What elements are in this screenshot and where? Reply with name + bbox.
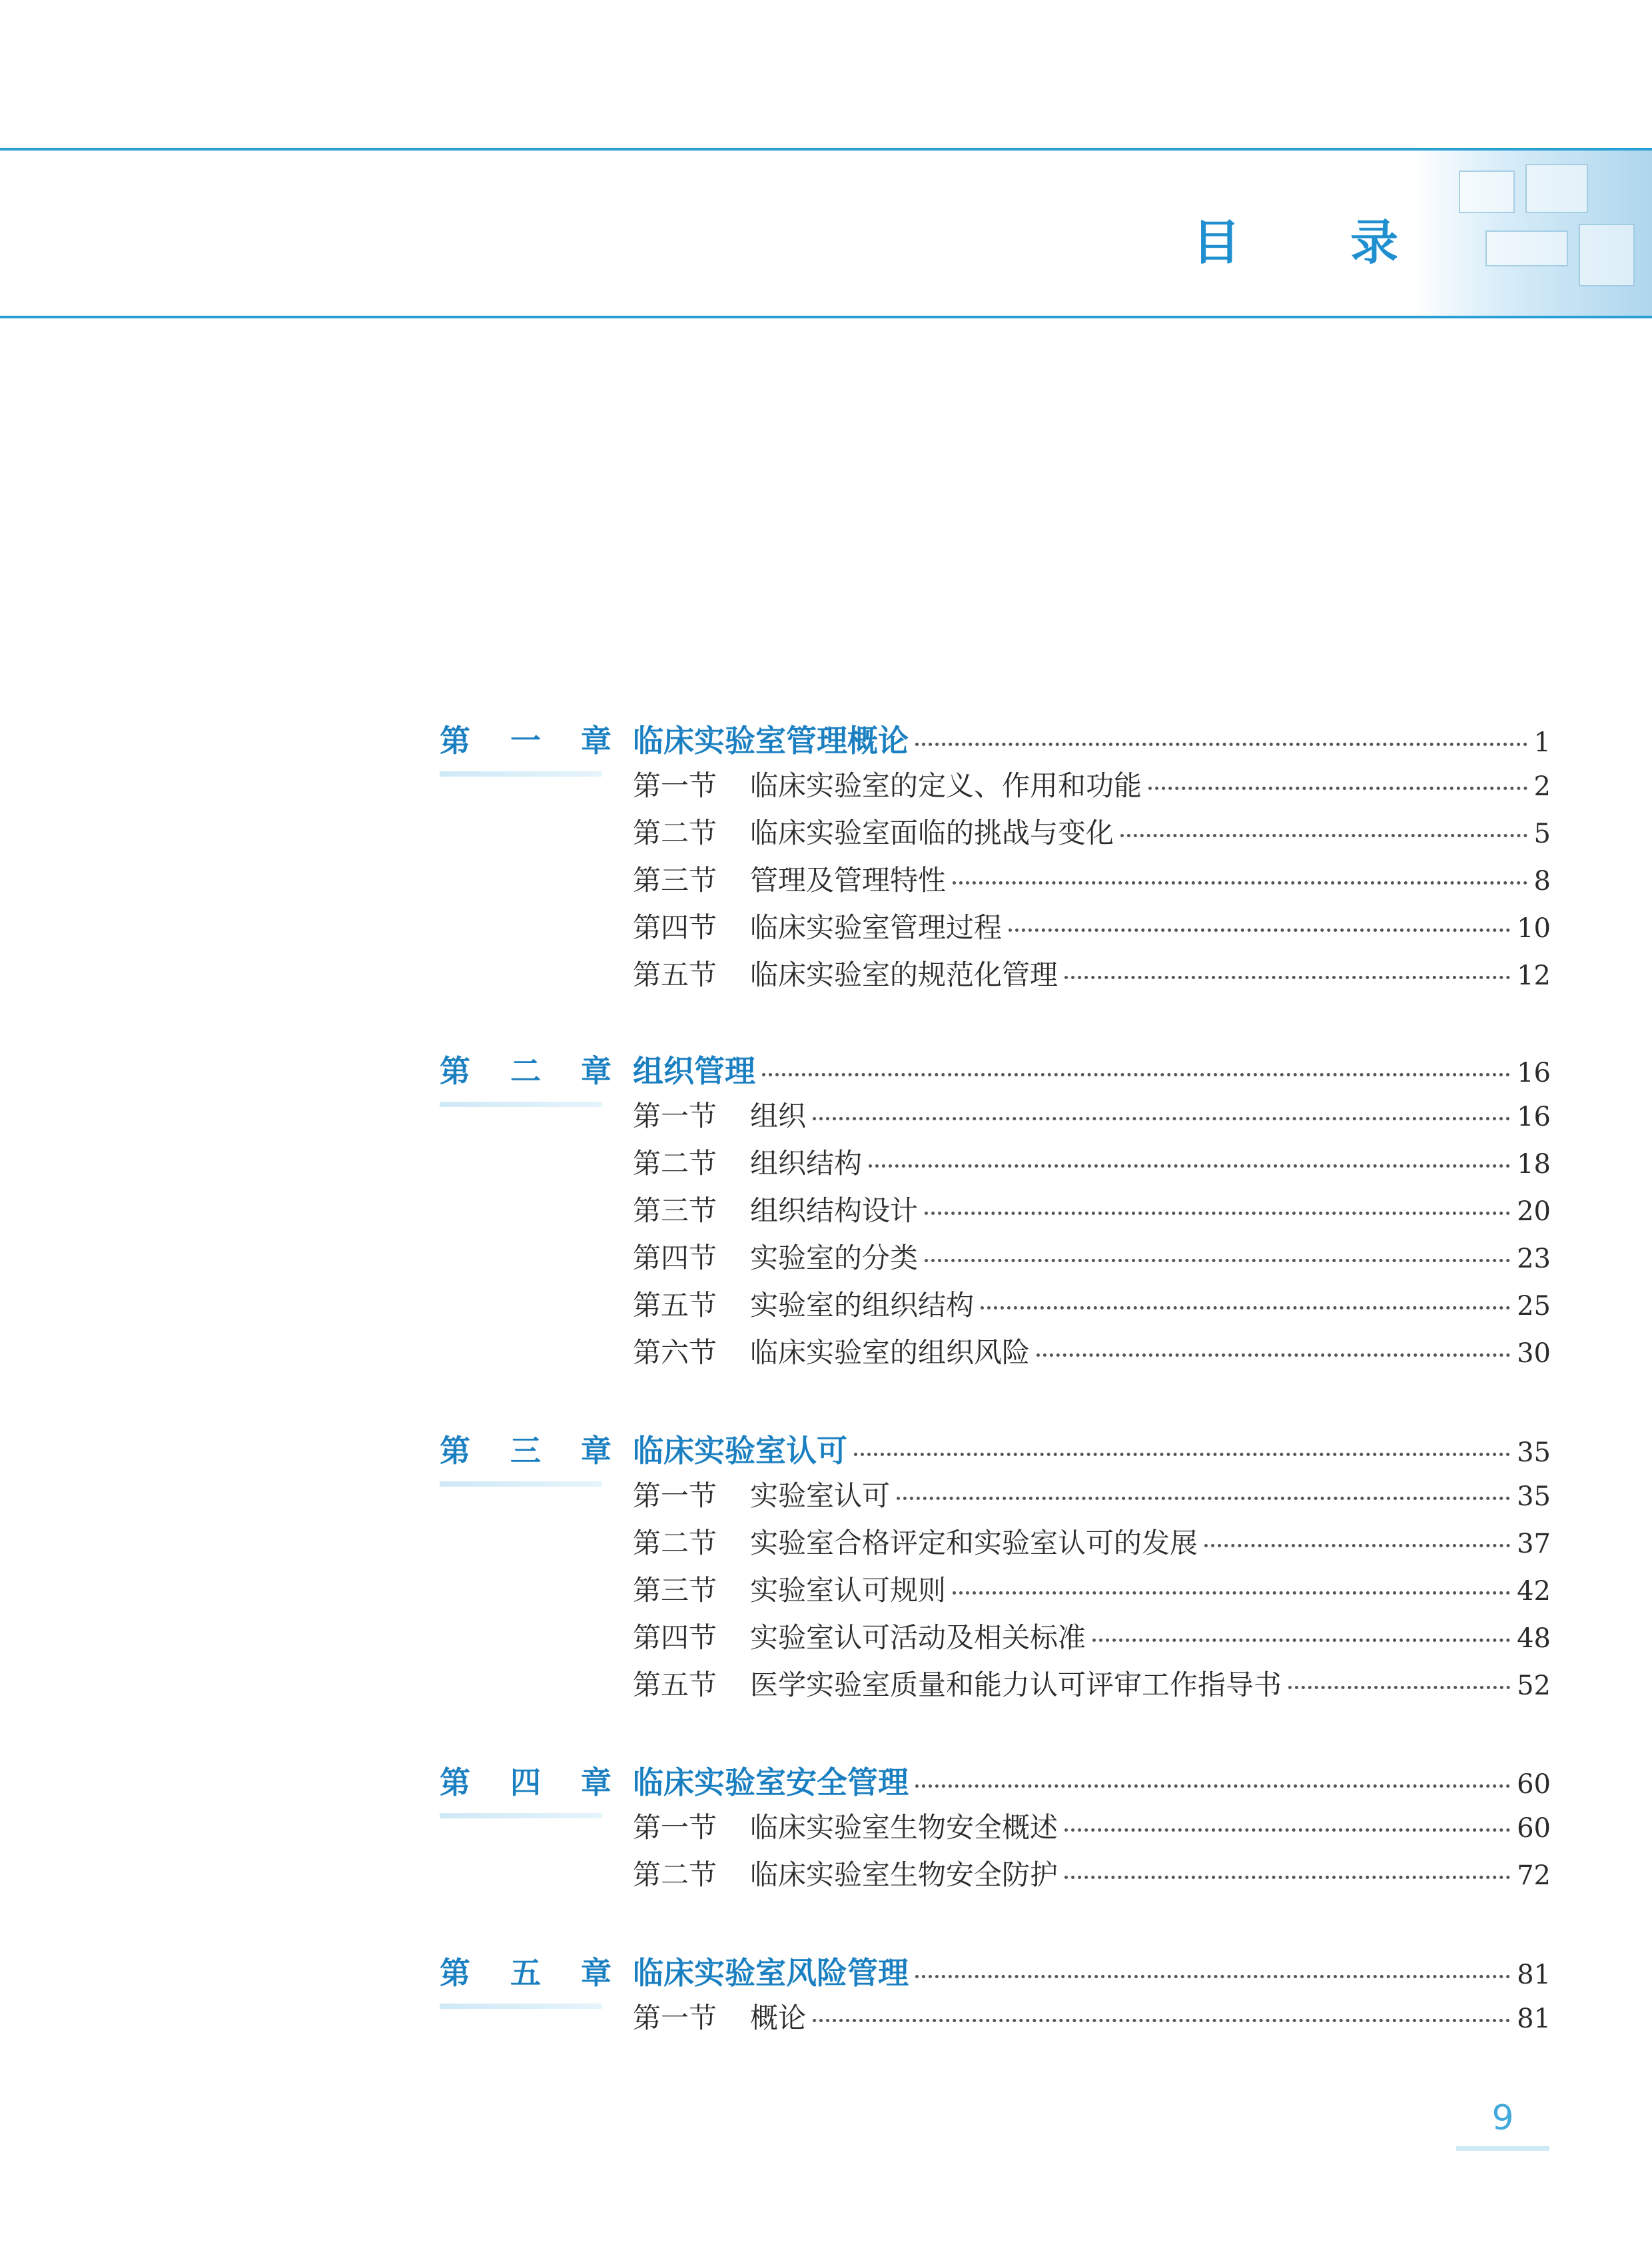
section-title: 组织结构 [750, 1147, 863, 1180]
chapter-title: 临床实验室安全管理 [633, 1764, 909, 1800]
header-band [0, 148, 1652, 318]
chapter-title: 临床实验室风险管理 [633, 1955, 909, 1991]
dot-leader [915, 1784, 1510, 1788]
section-entry[interactable] [633, 1521, 1551, 1561]
section-page: 48 [1517, 1623, 1551, 1654]
chapter-underline [440, 1813, 602, 1818]
dot-leader [813, 1117, 1510, 1120]
chapter-number-char: 章 [581, 1433, 612, 1469]
section-title: 临床实验室的规范化管理 [750, 958, 1058, 991]
chapter-number-char: 四 [510, 1764, 541, 1800]
section-title: 实验室的组织结构 [750, 1289, 975, 1321]
section-entry[interactable] [633, 1236, 1551, 1276]
dot-leader [1064, 1876, 1510, 1879]
section-entry[interactable] [633, 1331, 1551, 1371]
section-title: 临床实验室的定义、作用和功能 [750, 769, 1142, 802]
section-page: 35 [1517, 1481, 1551, 1512]
chapter-number [440, 1427, 612, 1471]
chapter-page: 60 [1517, 1769, 1551, 1800]
section-label: 第一节 [633, 1479, 717, 1512]
section-title: 医学实验室质量和能力认可评审工作指导书 [750, 1669, 1282, 1701]
section-label: 第三节 [633, 1574, 717, 1607]
chapter-number-char: 一 [510, 723, 541, 759]
dot-leader [1064, 1828, 1510, 1832]
dot-leader [762, 1073, 1510, 1076]
dot-leader [854, 1453, 1510, 1456]
section-page: 5 [1533, 819, 1551, 849]
chapter-entry[interactable] [633, 1047, 1551, 1091]
section-label: 第二节 [633, 1147, 717, 1180]
page-number-underline [1456, 2146, 1549, 2151]
section-label: 第一节 [633, 1811, 717, 1844]
chapter-title: 临床实验室认可 [633, 1433, 847, 1469]
chapter-number [440, 1758, 612, 1802]
section-entry[interactable] [633, 1663, 1551, 1703]
chapter-page: 1 [1533, 727, 1551, 758]
section-label: 第五节 [633, 1289, 717, 1321]
section-page: 52 [1517, 1671, 1551, 1701]
dot-leader [1288, 1686, 1510, 1689]
section-entry[interactable] [633, 1142, 1551, 1182]
section-page: 42 [1517, 1576, 1551, 1607]
chapter-number [440, 717, 612, 761]
section-title: 临床实验室生物安全防护 [750, 1858, 1058, 1891]
section-entry[interactable] [633, 1189, 1551, 1229]
section-title: 组织结构设计 [750, 1194, 919, 1227]
section-label: 第六节 [633, 1336, 717, 1369]
chapter-number-char: 第 [440, 1764, 470, 1800]
section-label: 第三节 [633, 864, 717, 897]
dot-leader [915, 743, 1527, 746]
chapter-number-char: 第 [440, 1955, 470, 1991]
chapter-title: 临床实验室管理概论 [633, 723, 909, 759]
section-title: 实验室认可 [750, 1479, 891, 1512]
section-title: 临床实验室管理过程 [750, 911, 1003, 944]
dot-leader [925, 1212, 1510, 1215]
section-entry[interactable] [633, 859, 1551, 899]
section-page: 81 [1517, 2004, 1551, 2034]
section-title: 临床实验室的组织风险 [750, 1336, 1031, 1369]
chapter-number-char: 第 [440, 1053, 470, 1089]
chapter-number-char: 章 [581, 1053, 612, 1089]
chapter-title: 组织管理 [633, 1053, 755, 1089]
dot-leader [813, 2019, 1510, 2022]
section-label: 第五节 [633, 1669, 717, 1701]
section-page: 18 [1517, 1149, 1551, 1180]
dot-leader [981, 1306, 1510, 1309]
section-entry[interactable] [633, 1474, 1551, 1514]
section-title: 实验室认可活动及相关标准 [750, 1621, 1086, 1654]
section-label: 第一节 [633, 1100, 717, 1132]
section-label: 第三节 [633, 1194, 717, 1227]
chapter-number-char: 二 [510, 1053, 541, 1089]
section-label: 第二节 [633, 1858, 717, 1891]
dot-leader [1204, 1544, 1510, 1547]
section-page: 25 [1517, 1291, 1551, 1321]
dot-leader [953, 881, 1527, 885]
chapter-underline [440, 771, 602, 777]
dot-leader [925, 1259, 1510, 1262]
section-label: 第二节 [633, 817, 717, 849]
section-entry[interactable] [633, 953, 1551, 993]
chapter-entry[interactable] [633, 1758, 1551, 1802]
section-page: 30 [1517, 1338, 1551, 1369]
section-entry[interactable] [633, 764, 1551, 804]
chapter-underline [440, 1102, 602, 1107]
section-title: 组织 [750, 1100, 807, 1132]
section-entry[interactable] [633, 1094, 1551, 1134]
dot-leader [1092, 1639, 1510, 1642]
section-page: 20 [1517, 1196, 1551, 1227]
section-page: 16 [1517, 1102, 1551, 1132]
chapter-entry[interactable] [633, 1427, 1551, 1471]
chapter-underline [440, 1481, 602, 1487]
chapter-number [440, 1047, 612, 1091]
section-label: 第四节 [633, 1242, 717, 1274]
chapter-underline [440, 2004, 602, 2009]
page-title: 目 录 [1192, 214, 1446, 270]
dot-leader [1009, 929, 1510, 932]
section-title: 实验室合格评定和实验室认可的发展 [750, 1527, 1198, 1559]
chapter-entry[interactable] [633, 1949, 1551, 1993]
dot-leader [897, 1497, 1510, 1500]
section-entry[interactable] [633, 1996, 1551, 2036]
dot-leader [1148, 787, 1527, 790]
dot-leader [953, 1591, 1510, 1595]
section-label: 第二节 [633, 1527, 717, 1559]
section-label: 第一节 [633, 769, 717, 802]
section-entry[interactable] [633, 906, 1551, 946]
section-page: 37 [1517, 1529, 1551, 1559]
section-entry[interactable] [633, 1806, 1551, 1846]
section-page: 72 [1517, 1860, 1551, 1891]
dot-leader [915, 1975, 1510, 1978]
chapter-number-char: 第 [440, 1433, 470, 1469]
chapter-number-char: 章 [581, 1764, 612, 1800]
section-label: 第五节 [633, 958, 717, 991]
chapter-number-char: 章 [581, 1955, 612, 1991]
section-label: 第一节 [633, 2002, 717, 2034]
section-label: 第四节 [633, 1621, 717, 1654]
section-page: 2 [1533, 771, 1551, 802]
section-title: 实验室的分类 [750, 1242, 919, 1274]
chapter-number [440, 1949, 612, 1993]
section-label: 第四节 [633, 911, 717, 944]
section-title: 概论 [750, 2002, 807, 2034]
header-photo [1412, 151, 1652, 316]
section-entry[interactable] [633, 1284, 1551, 1323]
section-entry[interactable] [633, 811, 1551, 851]
section-entry[interactable] [633, 1853, 1551, 1893]
section-page: 23 [1517, 1244, 1551, 1274]
chapter-number-char: 三 [510, 1433, 541, 1469]
section-title: 临床实验室生物安全概述 [750, 1811, 1058, 1844]
chapter-page: 16 [1517, 1058, 1551, 1088]
section-entry[interactable] [633, 1569, 1551, 1609]
section-page: 12 [1517, 960, 1551, 991]
section-page: 8 [1533, 866, 1551, 897]
dot-leader [1120, 834, 1527, 837]
chapter-entry[interactable] [633, 717, 1551, 761]
section-title: 实验室认可规则 [750, 1574, 947, 1607]
chapter-number-char: 章 [581, 723, 612, 759]
section-entry[interactable] [633, 1616, 1551, 1656]
section-title: 临床实验室面临的挑战与变化 [750, 817, 1114, 849]
dot-leader [869, 1164, 1510, 1168]
section-title: 管理及管理特性 [750, 864, 947, 897]
chapter-number-char: 第 [440, 723, 470, 759]
section-page: 60 [1517, 1813, 1551, 1844]
page-number: 9 [1491, 2098, 1514, 2138]
dot-leader [1064, 976, 1510, 979]
section-page: 10 [1517, 913, 1551, 944]
chapter-number-char: 五 [510, 1955, 541, 1991]
chapter-page: 35 [1517, 1437, 1551, 1468]
dot-leader [1036, 1353, 1510, 1357]
chapter-page: 81 [1517, 1960, 1551, 1990]
